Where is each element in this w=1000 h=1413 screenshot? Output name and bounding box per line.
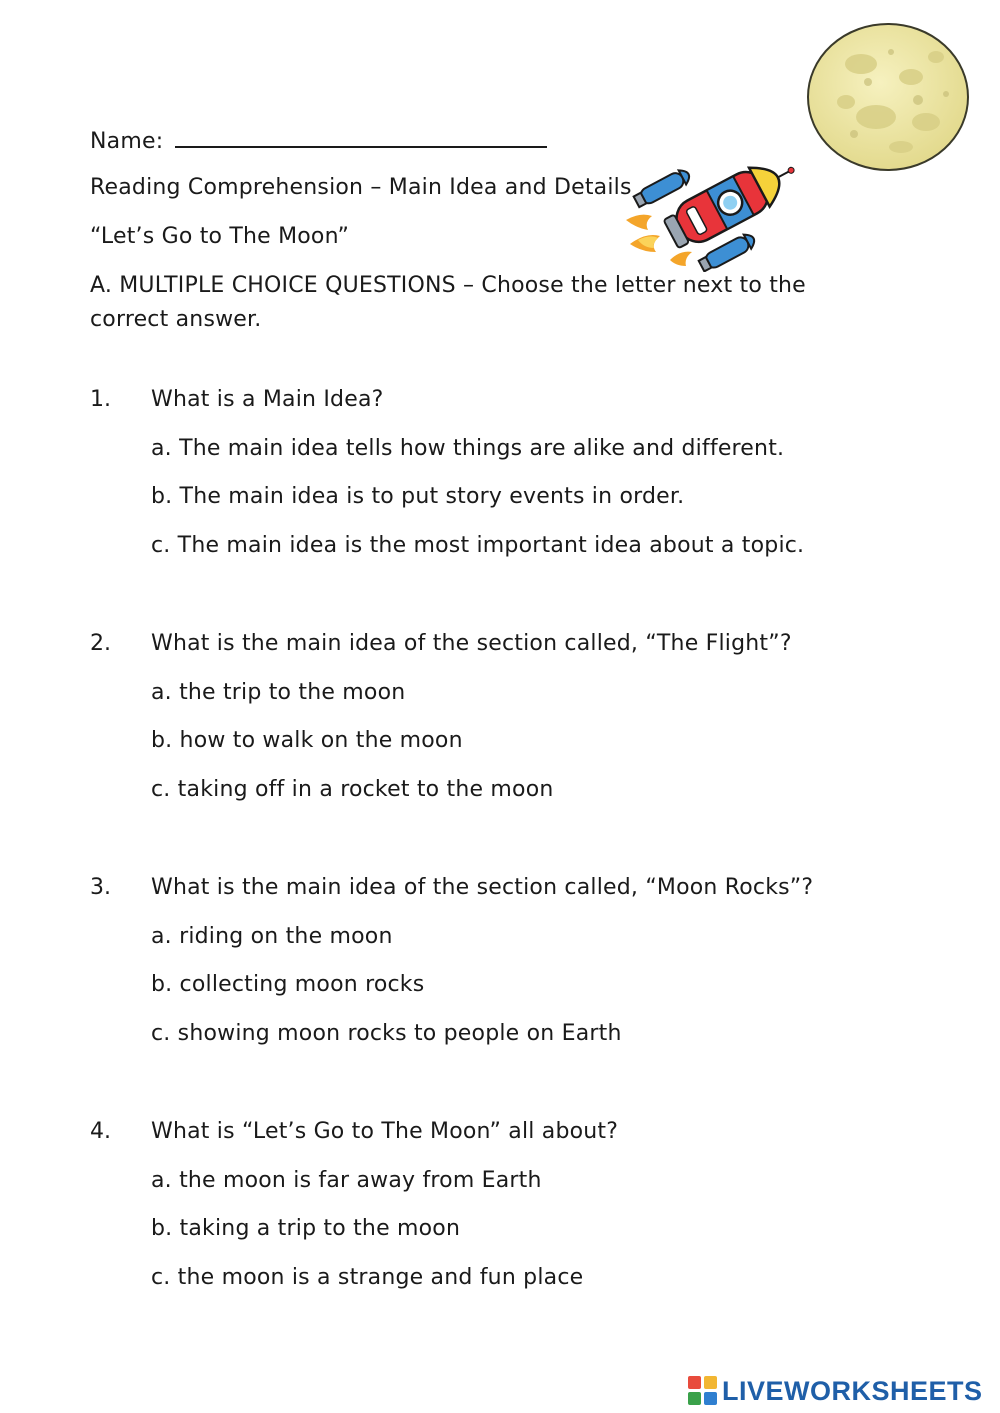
- question-2-text: What is the main idea of the section called, “The Flight”?: [151, 631, 792, 656]
- story-title: “Let’s Go to The Moon”: [90, 224, 350, 249]
- question-2-option-a[interactable]: a. the trip to the moon: [151, 680, 406, 705]
- moon-icon: [806, 22, 970, 172]
- question-2-option-b[interactable]: b. how to walk on the moon: [151, 728, 463, 753]
- question-3-option-c[interactable]: c. showing moon rocks to people on Earth: [151, 1021, 622, 1046]
- question-3-option-a[interactable]: a. riding on the moon: [151, 924, 393, 949]
- liveworksheets-brand: [688, 1374, 983, 1408]
- instructions-line-1: A. MULTIPLE CHOICE QUESTIONS – Choose the letter next to the: [90, 273, 806, 298]
- name-label: Name:: [90, 129, 164, 154]
- question-1-option-a[interactable]: a. The main idea tells how things are alike and different.: [151, 436, 785, 461]
- question-3-option-b[interactable]: b. collecting moon rocks: [151, 972, 425, 997]
- question-4-option-a[interactable]: a. the moon is far away from Earth: [151, 1168, 542, 1193]
- question-4-option-b[interactable]: b. taking a trip to the moon: [151, 1216, 461, 1241]
- question-1-option-c[interactable]: c. The main idea is the most important idea about a topic.: [151, 533, 805, 558]
- question-4-text: What is “Let’s Go to The Moon” all about?: [151, 1119, 619, 1144]
- name-blank[interactable]: [175, 122, 547, 148]
- question-3-number: 3.: [90, 875, 111, 900]
- question-2-number: 2.: [90, 631, 111, 656]
- question-1-option-b[interactable]: b. The main idea is to put story events in order.: [151, 484, 685, 509]
- worksheet-subtitle: Reading Comprehension – Main Idea and Details: [90, 175, 632, 200]
- question-2-option-c[interactable]: c. taking off in a rocket to the moon: [151, 777, 554, 802]
- question-4-number: 4.: [90, 1119, 111, 1144]
- question-1-number: 1.: [90, 387, 111, 412]
- rocket-icon: [624, 140, 806, 272]
- instructions-line-2: correct answer.: [90, 307, 262, 332]
- question-3-text: What is the main idea of the section called, “Moon Rocks”?: [151, 875, 814, 900]
- name-line: [90, 122, 547, 159]
- liveworksheets-logo-icon: [688, 1376, 718, 1406]
- liveworksheets-wordmark: LIVEWORKSHEETS: [722, 1375, 983, 1406]
- question-1-text: What is a Main Idea?: [151, 387, 384, 412]
- question-4-option-c[interactable]: c. the moon is a strange and fun place: [151, 1265, 584, 1290]
